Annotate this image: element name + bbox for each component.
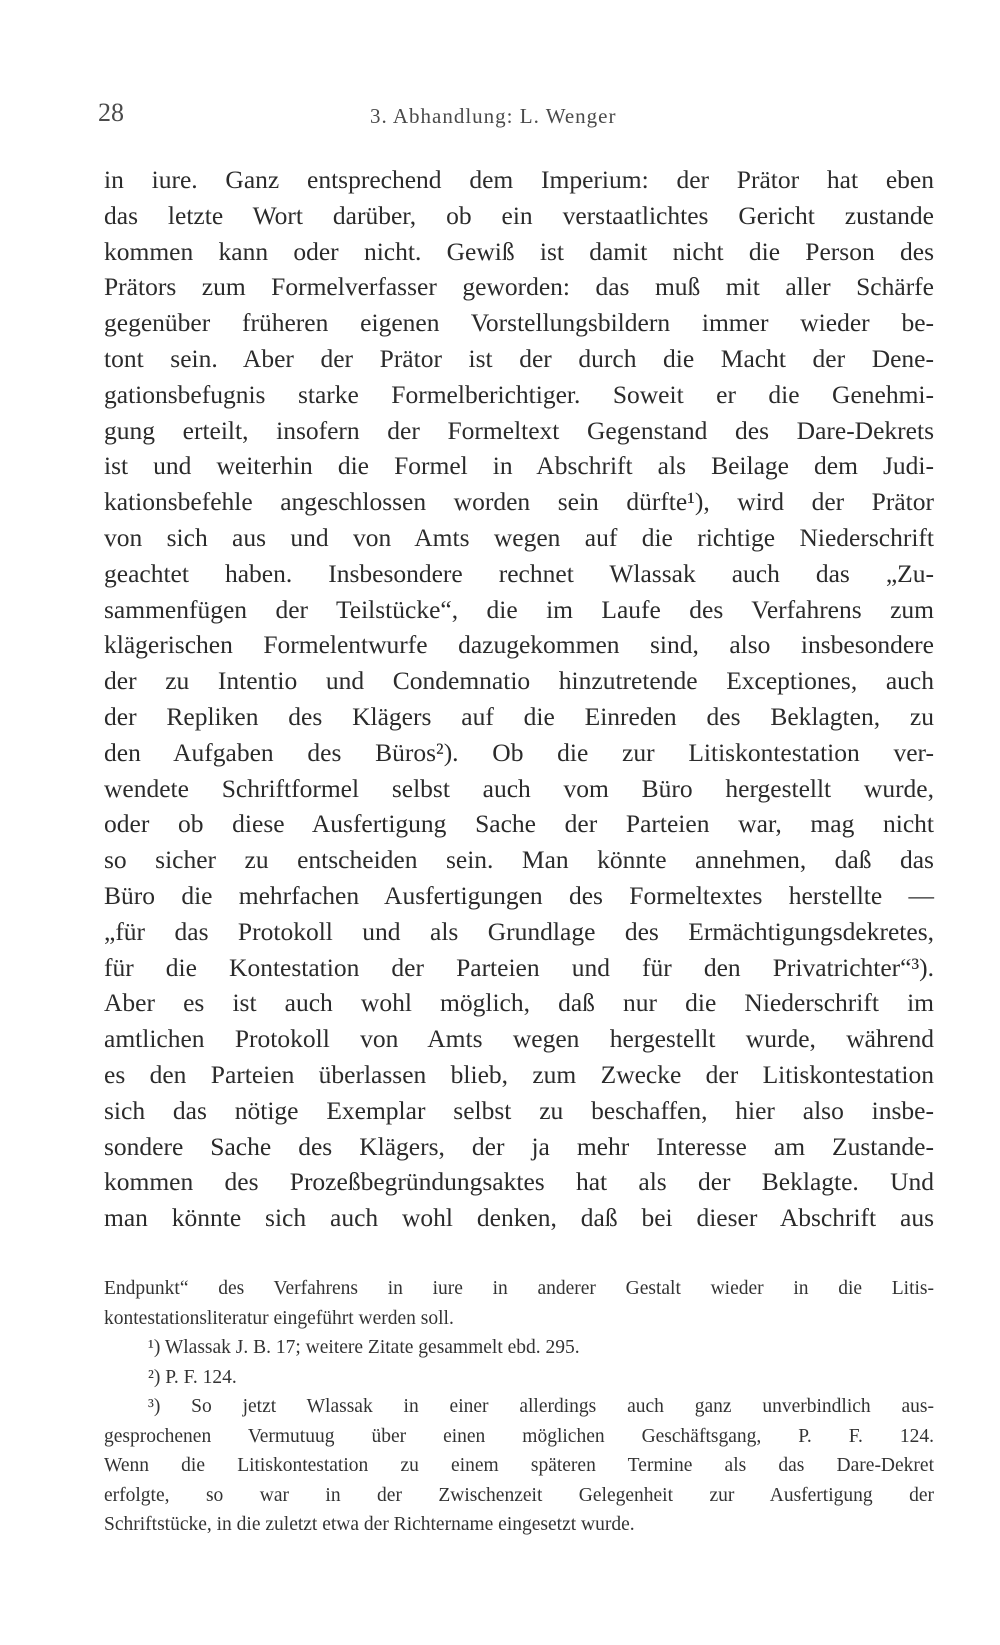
body-line: klägerischen Formelentwurfe dazugekommen sind, also insbesondere (104, 630, 934, 660)
body-line: von sich aus und von Amts wegen auf die richtige Niederschrift (104, 522, 934, 552)
footnote-line: erfolgte, so war in der Zwischenzeit Gelegenheit zur Ausfertigung der (104, 1484, 934, 1506)
body-line: sich das nötige Exemplar selbst zu beschaffen, hier also insbe- (104, 1095, 934, 1125)
footnote-line: kontestationsliteratur eingeführt werden soll. (104, 1307, 454, 1329)
body-line: man könnte sich auch wohl denken, daß bei dieser Abschrift aus (104, 1203, 934, 1233)
body-line: gationsbefugnis starke Formelberichtiger. Soweit er die Genehmi- (104, 379, 934, 409)
footnote-1: ¹) Wlassak J. B. 17; weitere Zitate gesammelt ebd. 295. (148, 1337, 580, 1358)
body-line: amtlichen Protokoll von Amts wegen hergestellt wurde, während (104, 1024, 934, 1054)
body-line: kommen kann oder nicht. Gewiß ist damit nicht die Person des (104, 236, 934, 266)
footnote-line: Wenn die Litiskontestation zu einem späteren Termine als das Dare-Dekret (104, 1455, 934, 1476)
body-line: das letzte Wort darüber, ob ein verstaatlichtes Gericht zustande (104, 200, 934, 230)
page-number: 28 (98, 98, 124, 127)
running-head: 3. Abhandlung: L. Wenger (370, 104, 617, 128)
footnote-line: gesprochenen Vermutuug über einen möglichen Geschäftsgang, P. F. 124. (104, 1425, 934, 1447)
body-line: für die Kontestation der Parteien und für den Privatrichter“³). (104, 952, 934, 982)
body-text (104, 162, 934, 1236)
body-line: kationsbefehle angeschlossen worden sein dürfte¹), wird der Prätor (104, 487, 934, 517)
body-line: ist und weiterhin die Formel in Abschrift als Beilage dem Judi- (104, 451, 934, 481)
body-line: tont sein. Aber der Prätor ist der durch die Macht der Dene- (104, 343, 934, 373)
footnotes (104, 1274, 934, 1540)
footnote-2: ²) P. F. 124. (148, 1366, 237, 1388)
body-line: „für das Protokoll und als Grundlage des Ermächtigungsdekretes, (104, 916, 934, 946)
body-line: so sicher zu entscheiden sein. Man könnte annehmen, daß das (104, 845, 934, 875)
footnote-line: Schriftstücke, in die zuletzt etwa der Richtername eingesetzt wurde. (104, 1514, 635, 1535)
body-line: den Aufgaben des Büros²). Ob die zur Litiskontestation ver- (104, 737, 934, 767)
body-line: kommen des Prozeßbegründungsaktes hat als der Beklagte. Und (104, 1167, 934, 1197)
body-line: Prätors zum Formelverfasser geworden: das muß mit aller Schärfe (104, 272, 934, 302)
body-line: gung erteilt, insofern der Formeltext Gegenstand des Dare-Dekrets (104, 415, 934, 445)
body-line: geachtet haben. Insbesondere rechnet Wlassak auch das „Zu- (104, 558, 934, 588)
body-line: der Repliken des Klägers auf die Einreden des Beklagten, zu (104, 701, 934, 731)
body-line: Büro die mehrfachen Ausfertigungen des Formeltextes herstellte — (104, 880, 934, 910)
body-line: oder ob diese Ausfertigung Sache der Parteien war, mag nicht (104, 809, 934, 839)
footnote-line: Endpunkt“ des Verfahrens in iure in anderer Gestalt wieder in die Litis- (104, 1278, 934, 1299)
body-line: gegenüber früheren eigenen Vorstellungsbildern immer wieder be- (104, 308, 934, 338)
body-line: Aber es ist auch wohl möglich, daß nur die Niederschrift im (104, 988, 934, 1018)
body-line: sondere Sache des Klägers, der ja mehr Interesse am Zustande- (104, 1131, 934, 1161)
footnote-3: ³) So jetzt Wlassak in einer allerdings auch ganz unverbindlich aus- (148, 1396, 934, 1417)
body-line: in iure. Ganz entsprechend dem Imperium: der Prätor hat eben (104, 165, 934, 194)
body-line: der zu Intentio und Condemnatio hinzutretende Exceptiones, auch (104, 666, 934, 696)
body-line: wendete Schriftformel selbst auch vom Büro hergestellt wurde, (104, 773, 934, 803)
body-line: sammenfügen der Teilstücke“, die im Laufe des Verfahrens zum (104, 594, 934, 624)
body-line: es den Parteien überlassen blieb, zum Zwecke der Litiskontestation (104, 1059, 934, 1089)
